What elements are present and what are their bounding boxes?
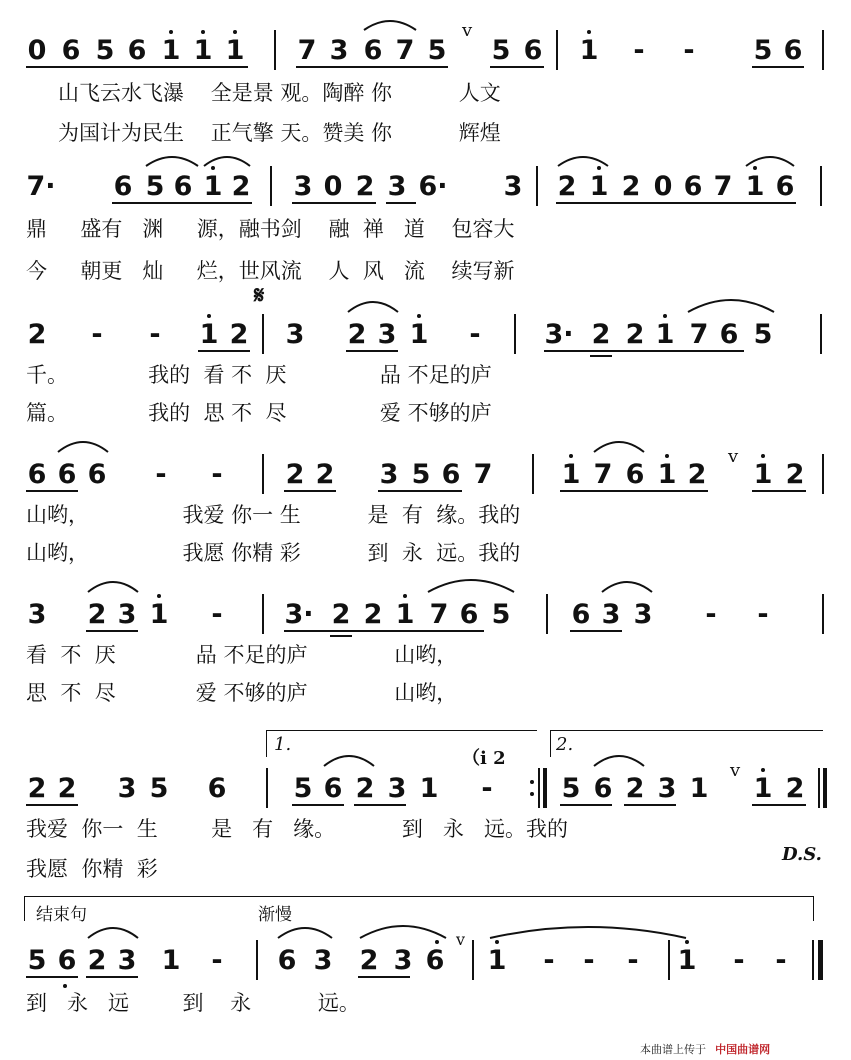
note: 3 bbox=[503, 171, 523, 202]
note-row bbox=[0, 930, 851, 984]
note: 2 bbox=[87, 599, 107, 630]
volta-2-label: 2. bbox=[556, 734, 574, 755]
note: - bbox=[683, 35, 695, 66]
note: 6 bbox=[113, 171, 133, 202]
note: 3 bbox=[329, 35, 349, 66]
note: 6 bbox=[27, 459, 47, 490]
note: 1 bbox=[689, 773, 709, 804]
note: 5 bbox=[27, 945, 47, 976]
note: 1 bbox=[199, 319, 219, 350]
note: 6 bbox=[593, 773, 613, 804]
note: - bbox=[211, 599, 223, 630]
note-row bbox=[0, 20, 851, 74]
note: 1 bbox=[395, 599, 415, 630]
note: 3 bbox=[387, 171, 407, 202]
repeat-barline bbox=[538, 768, 540, 808]
final-barline bbox=[818, 940, 823, 980]
lyrics-verse-1: 到 永 远 到 永 远。 bbox=[26, 991, 360, 1015]
note: 7 bbox=[297, 35, 317, 66]
note: 6 bbox=[207, 773, 227, 804]
barline bbox=[536, 166, 538, 206]
ending-label: 结束句 bbox=[36, 905, 87, 925]
note-row bbox=[0, 312, 851, 358]
note: - bbox=[583, 945, 595, 976]
note-row bbox=[0, 446, 851, 498]
note: 1 bbox=[561, 459, 581, 490]
note: 1 bbox=[655, 319, 675, 350]
barline bbox=[262, 314, 264, 354]
note: 1 bbox=[589, 171, 609, 202]
note: 1 bbox=[149, 599, 169, 630]
note: 1 bbox=[677, 945, 697, 976]
note: 2 bbox=[87, 945, 107, 976]
note: 3 bbox=[377, 319, 397, 350]
note: 2 bbox=[621, 171, 641, 202]
note: 3· bbox=[544, 319, 574, 350]
lyrics-verse-2: 山哟， 我愿 你精 彩 到 永 远。我的 bbox=[26, 541, 521, 565]
note: 0 bbox=[27, 35, 47, 66]
note: 0 bbox=[323, 171, 343, 202]
final-barline bbox=[812, 940, 814, 980]
note: 1 bbox=[203, 171, 223, 202]
note: 6 bbox=[775, 171, 795, 202]
note: 2 bbox=[231, 171, 251, 202]
lyrics-verse-1: 我爱 你一 生 是 有 缘。 到 永 远。我的 bbox=[26, 817, 568, 841]
lyrics-verse-2: 今 朝更 灿 烂，世风流 人 风 流 续写新 bbox=[26, 259, 515, 283]
lyrics-verse-2: 我愿 你精 彩 bbox=[26, 857, 158, 881]
lyrics-verse-1: 千。 我的 看 不 厌 品 不足的庐 bbox=[26, 363, 492, 387]
note: 6 bbox=[173, 171, 193, 202]
barline bbox=[274, 30, 276, 70]
breath-mark: v bbox=[462, 20, 473, 41]
barline bbox=[546, 594, 548, 634]
note: 6 bbox=[57, 945, 77, 976]
note: 1 bbox=[579, 35, 599, 66]
note: 2 bbox=[355, 773, 375, 804]
note: 6 bbox=[425, 945, 445, 976]
note: 3 bbox=[387, 773, 407, 804]
lyrics-verse-2: 为国计为民生 正气擎 天。赞美 你 辉煌 bbox=[58, 121, 501, 145]
breath-mark: v bbox=[728, 446, 739, 467]
note: 2 bbox=[27, 319, 47, 350]
note: 5 bbox=[145, 171, 165, 202]
score-system-1 bbox=[0, 20, 851, 158]
note: 3 bbox=[27, 599, 47, 630]
note: 5 bbox=[753, 319, 773, 350]
note: 2 bbox=[27, 773, 47, 804]
note: 7 bbox=[429, 599, 449, 630]
note: 1 bbox=[657, 459, 677, 490]
note: 7 bbox=[473, 459, 493, 490]
barline bbox=[822, 594, 824, 634]
note: - bbox=[543, 945, 555, 976]
note: 3· bbox=[284, 599, 314, 630]
lyrics-verse-2: 思 不 尽 爱 不够的庐 山哟， bbox=[26, 681, 458, 705]
site-logo: 中国曲谱网 bbox=[715, 1043, 771, 1056]
note: 1 bbox=[753, 773, 773, 804]
note: 2 bbox=[285, 459, 305, 490]
note: 2 bbox=[785, 459, 805, 490]
score-system-4 bbox=[0, 446, 851, 582]
ending-bracket bbox=[24, 896, 814, 921]
note: 5 bbox=[427, 35, 447, 66]
note: 6 bbox=[363, 35, 383, 66]
breath-mark: v bbox=[456, 930, 466, 949]
note: 1 bbox=[745, 171, 765, 202]
note: - bbox=[155, 459, 167, 490]
note: 2 bbox=[355, 171, 375, 202]
barline bbox=[668, 940, 670, 980]
note: 3 bbox=[117, 945, 137, 976]
tempo-label: 渐慢 bbox=[258, 905, 292, 925]
note: 5 bbox=[411, 459, 431, 490]
note: 6 bbox=[523, 35, 543, 66]
note-row bbox=[0, 592, 851, 638]
note: 5 bbox=[561, 773, 581, 804]
score-system-7 bbox=[0, 896, 851, 1026]
note: 3 bbox=[601, 599, 621, 630]
note: 2 bbox=[57, 773, 77, 804]
note: 6 bbox=[57, 459, 77, 490]
note: 5 bbox=[95, 35, 115, 66]
lyrics-verse-1: 山飞云水飞瀑 全是景 观。陶醉 你 人文 bbox=[58, 81, 501, 105]
note: 2 bbox=[347, 319, 367, 350]
barline bbox=[256, 940, 258, 980]
note: 1 bbox=[225, 35, 245, 66]
note: 3 bbox=[393, 945, 413, 976]
note: 1 bbox=[409, 319, 429, 350]
note: 2 bbox=[557, 171, 577, 202]
note: 6 bbox=[61, 35, 81, 66]
note: 1 bbox=[753, 459, 773, 490]
dal-segno: D.S. bbox=[782, 844, 822, 865]
score-system-5 bbox=[0, 592, 851, 722]
note: - bbox=[211, 459, 223, 490]
segno-icon: 𝄋 bbox=[254, 280, 265, 309]
footer bbox=[640, 1038, 770, 1056]
barline bbox=[262, 454, 264, 494]
note: 1 bbox=[161, 945, 181, 976]
score-system-6 bbox=[0, 730, 851, 890]
note: 6 bbox=[719, 319, 739, 350]
note: - bbox=[733, 945, 745, 976]
note: 2 bbox=[591, 319, 611, 350]
volta-1-label: 1. bbox=[274, 734, 292, 755]
note: 2 bbox=[359, 945, 379, 976]
lyrics-verse-1: 山哟， 我爱 你一 生 是 有 缘。我的 bbox=[26, 503, 521, 527]
note: 6 bbox=[571, 599, 591, 630]
note: 1 bbox=[487, 945, 507, 976]
note: 6 bbox=[625, 459, 645, 490]
note: - bbox=[633, 35, 645, 66]
note: 2 bbox=[785, 773, 805, 804]
slur bbox=[362, 18, 418, 32]
note: 2 bbox=[315, 459, 335, 490]
barline bbox=[822, 454, 824, 494]
note: 6 bbox=[277, 945, 297, 976]
note: 3 bbox=[379, 459, 399, 490]
note: 2 bbox=[363, 599, 383, 630]
note: - bbox=[757, 599, 769, 630]
barline bbox=[270, 166, 272, 206]
note: - bbox=[481, 773, 493, 804]
note: 6 bbox=[441, 459, 461, 490]
score-system-2 bbox=[0, 164, 851, 294]
lyrics-verse-1: 看 不 厌 品 不足的庐 山哟， bbox=[26, 643, 458, 667]
score-system-3 bbox=[0, 312, 851, 442]
note: - bbox=[149, 319, 161, 350]
barline bbox=[822, 30, 824, 70]
note: 2 bbox=[331, 599, 351, 630]
note: 6 bbox=[783, 35, 803, 66]
note: 3 bbox=[633, 599, 653, 630]
note-row bbox=[0, 164, 851, 210]
note: 6 bbox=[459, 599, 479, 630]
note: 3 bbox=[285, 319, 305, 350]
barline bbox=[818, 768, 820, 808]
note: 0 bbox=[653, 171, 673, 202]
note: 5 bbox=[293, 773, 313, 804]
note: 6· bbox=[418, 171, 448, 202]
barline bbox=[472, 940, 474, 980]
note: 2 bbox=[625, 319, 645, 350]
note: 1 bbox=[419, 773, 439, 804]
barline bbox=[823, 768, 827, 808]
note: 3 bbox=[313, 945, 333, 976]
barline bbox=[820, 166, 822, 206]
note: 3 bbox=[293, 171, 313, 202]
note: 2 bbox=[687, 459, 707, 490]
barline bbox=[262, 594, 264, 634]
lyrics-verse-2: 篇。 我的 思 不 尽 爱 不够的庐 bbox=[26, 401, 492, 425]
note: - bbox=[211, 945, 223, 976]
barline bbox=[514, 314, 516, 354]
barline bbox=[820, 314, 822, 354]
barline bbox=[266, 768, 268, 808]
note: 7 bbox=[395, 35, 415, 66]
note: - bbox=[627, 945, 639, 976]
note: 7 bbox=[689, 319, 709, 350]
note: 5 bbox=[491, 35, 511, 66]
note: 1 bbox=[193, 35, 213, 66]
volta-2-bracket bbox=[550, 730, 823, 757]
breath-mark: v bbox=[730, 760, 741, 781]
note: 5 bbox=[491, 599, 511, 630]
note: - bbox=[775, 945, 787, 976]
barline bbox=[532, 454, 534, 494]
note: 2 bbox=[625, 773, 645, 804]
lyrics-verse-1: 鼎 盛有 渊 源，融书剑 融 禅 道 包容大 bbox=[26, 217, 515, 241]
repeat-barline bbox=[543, 768, 547, 808]
note: 1 bbox=[161, 35, 181, 66]
note: - bbox=[705, 599, 717, 630]
note: 7 bbox=[713, 171, 733, 202]
note: 6 bbox=[683, 171, 703, 202]
note: 6 bbox=[87, 459, 107, 490]
note-row bbox=[0, 760, 851, 812]
note: 6 bbox=[127, 35, 147, 66]
note: 3 bbox=[117, 599, 137, 630]
optional-notes: （i 2 bbox=[462, 748, 506, 769]
note: 6 bbox=[323, 773, 343, 804]
note: 5 bbox=[753, 35, 773, 66]
barline bbox=[556, 30, 558, 70]
note: 5 bbox=[149, 773, 169, 804]
note: 3 bbox=[117, 773, 137, 804]
note: - bbox=[469, 319, 481, 350]
note: 2 bbox=[229, 319, 249, 350]
note: 7· bbox=[26, 171, 56, 202]
note: 3 bbox=[657, 773, 677, 804]
note: 7 bbox=[593, 459, 613, 490]
footer-text: 本曲谱上传于 bbox=[640, 1043, 706, 1056]
note: - bbox=[91, 319, 103, 350]
